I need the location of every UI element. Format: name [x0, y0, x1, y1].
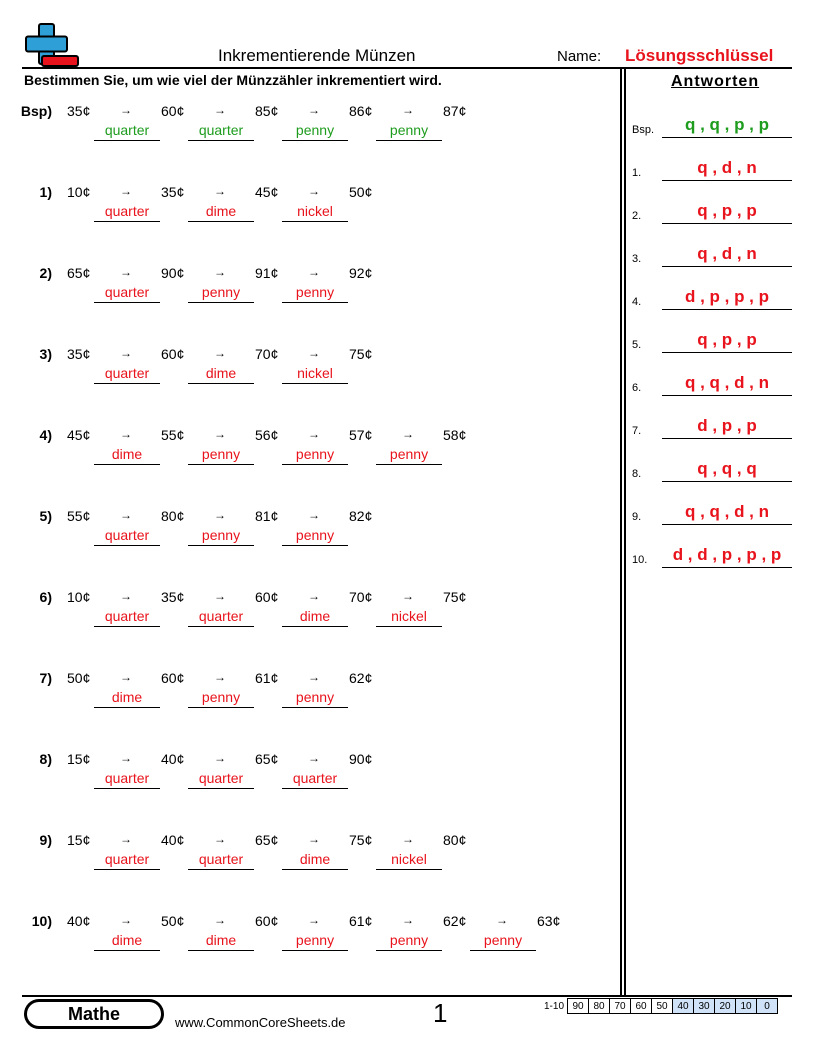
coin-amount: 91¢	[255, 265, 279, 281]
coin-amount: 60¢	[255, 913, 279, 929]
answer-key-line	[662, 137, 792, 138]
coin-amount: 70¢	[255, 346, 279, 362]
answer-blank[interactable]: nickel	[282, 203, 348, 222]
coin-amount: 55¢	[161, 427, 185, 443]
coin-amount: 40¢	[67, 913, 91, 929]
coin-amount: 75¢	[349, 346, 373, 362]
arrow-right-icon: →	[308, 832, 320, 846]
arrow-right-icon: →	[308, 670, 320, 684]
arrow-right-icon: →	[120, 427, 132, 441]
score-range: 1-10	[543, 1000, 564, 1012]
answer-key-value: d , p , p , p	[684, 287, 770, 306]
answer-blank[interactable]: penny	[282, 932, 348, 951]
answer-key-row	[632, 374, 792, 396]
score-cell: 70	[610, 999, 631, 1014]
answer-blank[interactable]: quarter	[94, 122, 160, 141]
score-cell: 50	[652, 999, 673, 1014]
answer-key-label: 9.	[632, 511, 642, 523]
score-cell: 0	[757, 999, 778, 1014]
arrow-right-icon: →	[120, 184, 132, 198]
answer-blank[interactable]: penny	[188, 689, 254, 708]
answer-key-value: q , p , p	[697, 330, 757, 349]
problem-label: 3)	[39, 346, 52, 362]
arrow-right-icon: →	[120, 913, 132, 927]
answer-blank[interactable]: penny	[282, 527, 348, 546]
answer-blank[interactable]: penny	[282, 284, 348, 303]
answer-key-value: q , q , d , n	[684, 502, 770, 521]
score-cell: 30	[694, 999, 715, 1014]
problem-row	[0, 832, 610, 892]
problem-label: 2)	[39, 265, 52, 281]
arrow-right-icon: →	[214, 913, 226, 927]
name-label: Name:	[557, 48, 602, 65]
website-link[interactable]: www.CommonCoreSheets.de	[175, 1015, 346, 1030]
arrow-right-icon: →	[214, 508, 226, 522]
answer-key-row	[632, 331, 792, 353]
coin-amount: 10¢	[67, 184, 91, 200]
arrow-right-icon: →	[120, 265, 132, 279]
answer-blank[interactable]: dime	[188, 365, 254, 384]
score-cell: 40	[673, 999, 694, 1014]
answer-key-label: 1.	[632, 167, 642, 179]
answer-blank[interactable]: dime	[282, 851, 348, 870]
coin-amount: 35¢	[67, 103, 91, 119]
arrow-right-icon: →	[402, 589, 414, 603]
coin-amount: 60¢	[161, 103, 185, 119]
problem-label: 4)	[39, 427, 52, 443]
answer-key-line	[662, 567, 792, 568]
problem-row	[0, 103, 610, 163]
arrow-right-icon: →	[214, 103, 226, 117]
answer-blank[interactable]: dime	[188, 932, 254, 951]
arrow-right-icon: →	[308, 103, 320, 117]
arrow-right-icon: →	[496, 913, 508, 927]
coin-amount: 61¢	[255, 670, 279, 686]
problem-label: 5)	[39, 508, 52, 524]
coin-amount: 85¢	[255, 103, 279, 119]
header-divider	[22, 67, 792, 69]
answer-blank[interactable]: nickel	[376, 851, 442, 870]
coin-amount: 45¢	[67, 427, 91, 443]
coin-amount: 60¢	[255, 589, 279, 605]
arrow-right-icon: →	[120, 832, 132, 846]
coin-amount: 70¢	[349, 589, 373, 605]
subject-label: Mathe	[27, 1002, 161, 1026]
coin-amount: 10¢	[67, 589, 91, 605]
answer-key-value: d , d , p , p , p	[672, 545, 782, 564]
coin-amount: 35¢	[67, 346, 91, 362]
coin-amount: 40¢	[161, 751, 185, 767]
coin-amount: 75¢	[349, 832, 373, 848]
arrow-right-icon: →	[120, 589, 132, 603]
arrow-right-icon: →	[308, 751, 320, 765]
answer-blank[interactable]: dime	[188, 203, 254, 222]
column-divider-left	[620, 68, 622, 996]
arrow-right-icon: →	[120, 751, 132, 765]
coin-amount: 80¢	[443, 832, 467, 848]
problem-label: Bsp)	[20, 103, 52, 119]
answer-blank[interactable]: penny	[188, 527, 254, 546]
footer-divider	[22, 995, 792, 997]
arrow-right-icon: →	[214, 265, 226, 279]
score-cell: 80	[589, 999, 610, 1014]
answer-blank[interactable]: quarter	[188, 608, 254, 627]
answer-key-title: Antworten	[671, 73, 760, 90]
arrow-right-icon: →	[402, 103, 414, 117]
answer-blank[interactable]: quarter	[94, 365, 160, 384]
score-row	[532, 999, 778, 1014]
name-value: Lösungsschlüssel	[625, 46, 774, 65]
coin-amount: 40¢	[161, 832, 185, 848]
coin-amount: 87¢	[443, 103, 467, 119]
problem-row	[0, 427, 610, 487]
arrow-right-icon: →	[214, 427, 226, 441]
arrow-right-icon: →	[214, 751, 226, 765]
arrow-right-icon: →	[308, 346, 320, 360]
coin-amount: 82¢	[349, 508, 373, 524]
answer-key-row	[632, 116, 792, 138]
answer-blank[interactable]: nickel	[376, 608, 442, 627]
arrow-right-icon: →	[214, 670, 226, 684]
answer-blank[interactable]: nickel	[282, 365, 348, 384]
coin-amount: 50¢	[349, 184, 373, 200]
answer-blank[interactable]: quarter	[282, 770, 348, 789]
answer-key-row	[632, 159, 792, 181]
answer-key-line	[662, 481, 792, 482]
coin-amount: 15¢	[67, 751, 91, 767]
arrow-right-icon: →	[120, 346, 132, 360]
coin-amount: 50¢	[67, 670, 91, 686]
answer-key-label: 5.	[632, 339, 642, 351]
answer-key-line	[662, 309, 792, 310]
coin-amount: 15¢	[67, 832, 91, 848]
coin-amount: 86¢	[349, 103, 373, 119]
instructions: Bestimmen Sie, um wie viel der Münzzähler inkrementiert wird.	[24, 72, 442, 88]
answer-key-row	[632, 202, 792, 224]
answer-key-line	[662, 438, 792, 439]
coin-amount: 62¢	[443, 913, 467, 929]
coin-amount: 92¢	[349, 265, 373, 281]
problem-row	[0, 346, 610, 406]
answer-key-label: 3.	[632, 253, 642, 265]
answer-key-row	[632, 245, 792, 267]
answer-blank[interactable]: penny	[376, 932, 442, 951]
answer-key-label: 4.	[632, 296, 642, 308]
arrow-right-icon: →	[402, 832, 414, 846]
arrow-right-icon: →	[402, 427, 414, 441]
answer-key-row	[632, 288, 792, 310]
answer-blank[interactable]: dime	[94, 689, 160, 708]
coin-amount: 60¢	[161, 346, 185, 362]
answer-key-label: Bsp.	[632, 124, 655, 136]
answer-blank[interactable]: penny	[188, 446, 254, 465]
score-cell: 90	[568, 999, 589, 1014]
arrow-right-icon: →	[308, 265, 320, 279]
coin-amount: 65¢	[255, 832, 279, 848]
answer-blank[interactable]: quarter	[94, 851, 160, 870]
answer-key-line	[662, 223, 792, 224]
answer-key-label: 10.	[632, 554, 648, 566]
coin-amount: 63¢	[537, 913, 561, 929]
problem-row	[0, 913, 610, 973]
answer-key-value: d , p , p	[697, 416, 757, 435]
coin-amount: 45¢	[255, 184, 279, 200]
score-table	[532, 998, 778, 1014]
answer-blank[interactable]: quarter	[94, 770, 160, 789]
score-cell: 10	[736, 999, 757, 1014]
answer-key-row	[632, 503, 792, 525]
arrow-right-icon: →	[214, 589, 226, 603]
answer-key-line	[662, 352, 792, 353]
coin-amount: 56¢	[255, 427, 279, 443]
problem-row	[0, 265, 610, 325]
problem-label: 6)	[39, 589, 52, 605]
answer-key-line	[662, 266, 792, 267]
coin-amount: 80¢	[161, 508, 185, 524]
answer-blank[interactable]: dime	[94, 446, 160, 465]
answer-blank[interactable]: penny	[470, 932, 536, 951]
coin-amount: 55¢	[67, 508, 91, 524]
coin-amount: 65¢	[255, 751, 279, 767]
coin-amount: 50¢	[161, 913, 185, 929]
page-number: 1	[433, 998, 448, 1028]
answer-key-line	[662, 395, 792, 396]
coin-amount: 61¢	[349, 913, 373, 929]
arrow-right-icon: →	[308, 913, 320, 927]
answer-key-line	[662, 524, 792, 525]
answer-blank[interactable]: quarter	[94, 527, 160, 546]
problem-row	[0, 184, 610, 244]
problem-label: 9)	[39, 832, 52, 848]
answer-key-row	[632, 417, 792, 439]
column-divider-right	[624, 68, 626, 996]
answer-key-label: 8.	[632, 468, 642, 480]
answer-key-value: q , q , q	[697, 459, 757, 478]
coin-amount: 57¢	[349, 427, 373, 443]
coin-amount: 90¢	[161, 265, 185, 281]
answer-blank[interactable]: penny	[188, 284, 254, 303]
problem-label: 8)	[39, 751, 52, 767]
problem-row	[0, 589, 610, 649]
answer-key-row	[632, 546, 792, 568]
answer-blank[interactable]: penny	[282, 689, 348, 708]
coin-amount: 58¢	[443, 427, 467, 443]
coin-amount: 35¢	[161, 184, 185, 200]
problem-label: 7)	[39, 670, 52, 686]
answer-key-label: 6.	[632, 382, 642, 394]
arrow-right-icon: →	[308, 589, 320, 603]
coin-amount: 65¢	[67, 265, 91, 281]
problem-row	[0, 751, 610, 811]
answer-blank[interactable]: dime	[282, 608, 348, 627]
arrow-right-icon: →	[214, 832, 226, 846]
answer-blank[interactable]: quarter	[188, 122, 254, 141]
coin-amount: 62¢	[349, 670, 373, 686]
answer-blank[interactable]: quarter	[188, 770, 254, 789]
worksheet-title: Inkrementierende Münzen	[218, 46, 416, 65]
coin-amount: 90¢	[349, 751, 373, 767]
problem-label: 10)	[31, 913, 52, 929]
coin-amount: 35¢	[161, 589, 185, 605]
answer-blank[interactable]: penny	[282, 446, 348, 465]
answer-key-value: q , q , d , n	[684, 373, 770, 392]
answer-blank[interactable]: quarter	[94, 608, 160, 627]
answer-key-value: q , p , p	[697, 201, 757, 220]
answer-blank[interactable]: quarter	[94, 284, 160, 303]
coin-amount: 81¢	[255, 508, 279, 524]
problem-label: 1)	[39, 184, 52, 200]
answer-blank[interactable]: penny	[376, 122, 442, 141]
subject-badge	[24, 999, 164, 1029]
arrow-right-icon: →	[120, 103, 132, 117]
problem-row	[0, 508, 610, 568]
answer-key-value: q , d , n	[697, 158, 757, 177]
answer-key-value: q , q , p , p	[684, 115, 770, 134]
answer-key-value: q , d , n	[697, 244, 757, 263]
arrow-right-icon: →	[120, 508, 132, 522]
problem-row	[0, 670, 610, 730]
arrow-right-icon: →	[308, 427, 320, 441]
answer-blank[interactable]: penny	[282, 122, 348, 141]
answer-blank[interactable]: quarter	[94, 203, 160, 222]
arrow-right-icon: →	[308, 508, 320, 522]
plus-minus-logo-icon	[22, 22, 80, 68]
arrow-right-icon: →	[214, 346, 226, 360]
answer-key-label: 7.	[632, 425, 642, 437]
answer-blank[interactable]: penny	[376, 446, 442, 465]
arrow-right-icon: →	[402, 913, 414, 927]
answer-key-row	[632, 460, 792, 482]
answer-key-label: 2.	[632, 210, 642, 222]
answer-key-line	[662, 180, 792, 181]
score-cell: 60	[631, 999, 652, 1014]
arrow-right-icon: →	[120, 670, 132, 684]
arrow-right-icon: →	[214, 184, 226, 198]
arrow-right-icon: →	[308, 184, 320, 198]
score-cell: 20	[715, 999, 736, 1014]
coin-amount: 75¢	[443, 589, 467, 605]
answer-blank[interactable]: dime	[94, 932, 160, 951]
coin-amount: 60¢	[161, 670, 185, 686]
answer-blank[interactable]: quarter	[188, 851, 254, 870]
